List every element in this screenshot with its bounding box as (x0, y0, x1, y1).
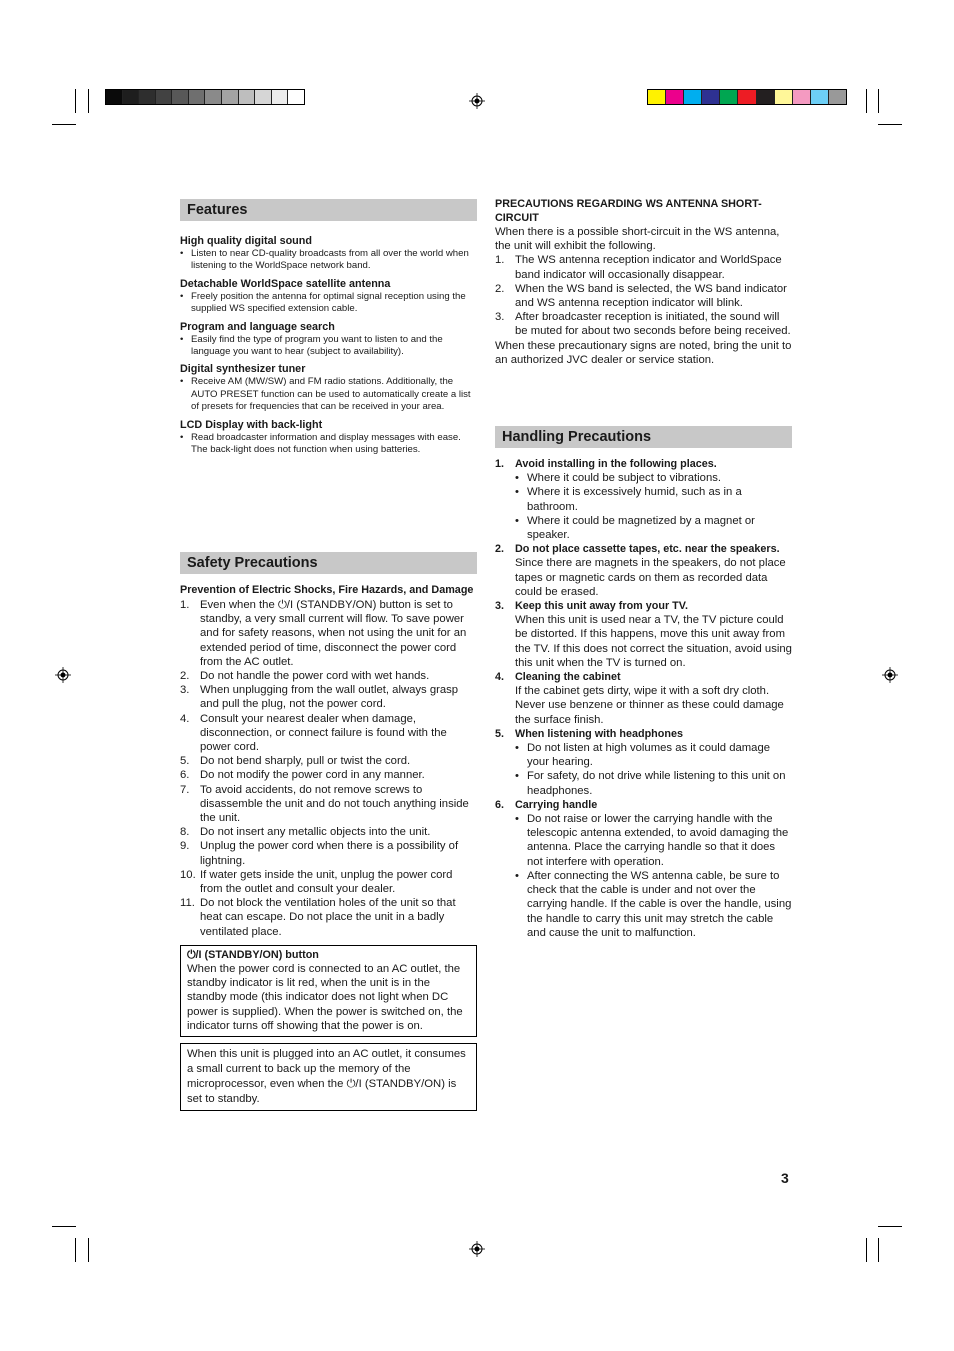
ws-antenna-heading: PRECAUTIONS REGARDING WS ANTENNA SHORT-CIRCUIT (495, 198, 762, 224)
handling-section (495, 426, 792, 940)
ws-antenna-item: 1. The WS antenna reception indicator and WorldSpace band indicator will occasionally disappear. (495, 254, 782, 281)
color-swatch (829, 90, 846, 104)
safety-section (180, 552, 477, 1111)
feature-item (180, 278, 477, 316)
feature-title: LCD Display with back-light (180, 418, 323, 431)
safety-item: 8. Do not insert any metallic objects into the unit. (180, 826, 431, 839)
safety-item: 6. Do not modify the power cord in any manner. (180, 769, 425, 782)
feature-item (180, 419, 477, 457)
color-swatch (775, 90, 793, 104)
color-swatch (738, 90, 756, 104)
feature-title: Digital synthesizer tuner (180, 363, 306, 376)
feature-bullet: • Read broadcaster information and display messages with ease. The back-light does not function when using batteries. (180, 432, 477, 457)
safety-heading: Safety Precautions (180, 552, 477, 574)
handling-bullet: • Where it could be subject to vibrations. (515, 471, 792, 485)
standby-note-text: When the power cord is connected to an AC outlet, the standby indicator is lit red, when the unit is in the standby mode (this indicator does not light when DC power is supplied). When the power is switched on, the indicator turns off showing that the power is on. (187, 963, 463, 1032)
safety-list (180, 598, 477, 939)
feature-bullet: • Easily find the type of program you want to listen to and the language you want to hear (subject to availability). (180, 334, 477, 359)
ws-antenna-item: 3. After broadcaster reception is initiated, the sound will be muted for about two seconds before being received. (495, 311, 791, 338)
safety-item: 2. Do not handle the power cord with wet hands. (180, 670, 430, 683)
feature-bullet: • Receive AM (MW/SW) and FM radio stations. Additionally, the AUTO PRESET function can be used to automatically create a list of presets for frequencies that can be received in your area. (180, 376, 477, 413)
handling-heading: Handling Precautions (495, 426, 792, 448)
color-swatch (684, 90, 702, 104)
features-heading: Features (180, 199, 477, 221)
handling-item: 1. Avoid installing in the following places. • Where it could be subject to vibrations. • Where it is excessively humid, such as in a bathroom. • Where it could be magnetized by a magnet or speaker. (495, 457, 792, 542)
color-swatch (106, 90, 123, 104)
handling-item: 5. When listening with headphones • Do not listen at high volumes as it could damage your hearing. • For safety, do not drive while listening to this unit on headphones. (495, 727, 792, 798)
standby-button-note (180, 945, 477, 1037)
feature-item (180, 363, 477, 413)
color-swatch (123, 90, 140, 104)
safety-subheading: Prevention of Electric Shocks, Fire Hazards, and Damage (180, 584, 474, 596)
handling-bullet: • After connecting the WS antenna cable, be sure to check that the cable is under and not over the carrying handle. If the cable is over the handle, using the handle to carry this unit may stretch the cable and cause the unit to malfunction. (515, 869, 792, 940)
ws-antenna-item: 2. When the WS band is selected, the WS band indicator and WS antenna reception indicator will blink. (495, 282, 787, 310)
feature-item (180, 235, 477, 273)
color-swatch (720, 90, 738, 104)
standby-note-title: ⏻/I (STANDBY/ON) button (187, 948, 319, 961)
cmyk-color-bar (647, 89, 847, 105)
safety-item: 5. Do not bend sharply, pull or twist the cord. (180, 755, 411, 768)
color-swatch (156, 90, 173, 104)
grayscale-color-bar (105, 89, 305, 105)
safety-item: 9. Unplug the power cord when there is a possibility of lightning. (180, 840, 459, 867)
handling-item: 4. Cleaning the cabinet If the cabinet gets dirty, wipe it with a soft dry cloth. Never use benzene or thinner as these could damage the surface finish. (495, 671, 784, 726)
color-swatch (666, 90, 684, 104)
color-swatch (272, 90, 289, 104)
color-swatch (255, 90, 272, 104)
safety-item: 7. To avoid accidents, do not remove screws to disassemble the unit and do not touch anything inside the unit. (180, 783, 469, 825)
color-swatch (239, 90, 256, 104)
feature-bullet: • Freely position the antenna for optimal signal reception using the supplied WS specified extension cable. (180, 291, 477, 316)
registration-crosshair-icon (469, 93, 485, 109)
feature-item (180, 321, 477, 359)
color-swatch (172, 90, 189, 104)
standby-current-note (180, 1043, 477, 1111)
standby-current-text: When this unit is plugged into an AC outlet, it consumes a small current to back up the memory of the microprocessor, even when the ⏻/I (STANDBY/ON) is set to standby. (187, 1048, 466, 1106)
color-swatch (139, 90, 156, 104)
handling-bullet: • Do not listen at high volumes as it could damage your hearing. (515, 741, 792, 769)
color-swatch (288, 90, 304, 104)
handling-bullet: • Where it is excessively humid, such as in a bathroom. (515, 485, 792, 513)
color-swatch (189, 90, 206, 104)
handling-bullet: • Where it could be magnetized by a magnet or speaker. (515, 514, 792, 542)
ws-antenna-intro: When there is a possible short-circuit in the WS antenna, the unit will exhibit the following. (495, 226, 780, 253)
registration-crosshair-icon (882, 667, 898, 683)
feature-title: High quality digital sound (180, 235, 312, 247)
feature-title: Program and language search (180, 320, 335, 333)
registration-crosshair-icon (469, 1241, 485, 1257)
page-number: 3 (781, 1170, 789, 1186)
color-swatch (793, 90, 811, 104)
color-swatch (205, 90, 222, 104)
handling-bullet: • For safety, do not drive while listening to this unit on headphones. (515, 769, 792, 797)
safety-item: 11. Do not block the ventilation holes of the unit so that heat can escape. Do not place the unit in a badly ventilated place. (180, 897, 456, 938)
ws-antenna-list (495, 253, 792, 338)
feature-bullet: • Listen to near CD-quality broadcasts from all over the world when listening to the WorldSpace network band. (180, 248, 477, 273)
safety-item: 1. Even when the ⏻/I (STANDBY/ON) button is set to standby, a very small current will flow. To save power and for safety reasons, when not using the unit for an extended period of time, disconnect the power cord from the AC outlet. (180, 599, 467, 668)
handling-bullet: • Do not raise or lower the carrying handle with the telescopic antenna extended, to avoid damaging the antenna. Place the carrying handle so that it does not interfere with operation. (515, 812, 792, 869)
ws-antenna-outro: When these precautionary signs are noted, bring the unit to an authorized JVC dealer or service station. (495, 339, 792, 366)
features-section (180, 199, 477, 456)
color-swatch (811, 90, 829, 104)
color-swatch (702, 90, 720, 104)
handling-item: 6. Carrying handle • Do not raise or lower the carrying handle with the telescopic antenna extended, to avoid damaging the antenna. Place the carrying handle so that it does not interfere with operation. • After connecting the WS antenna cable, be sure to check that the cable is under and not over the carrying handle. If the cable is over the handle, using the handle to carry this unit may stretch the cable and cause the unit to malfunction. (495, 798, 792, 940)
safety-item: 4. Consult your nearest dealer when damage, disconnection, or connect failure is found with the power cord. (180, 712, 447, 754)
color-swatch (757, 90, 775, 104)
safety-item: 3. When unplugging from the wall outlet, always grasp and pull the plug, not the power cord. (180, 684, 459, 711)
color-swatch (648, 90, 666, 104)
registration-crosshair-icon (55, 667, 71, 683)
feature-title: Detachable WorldSpace satellite antenna (180, 277, 391, 290)
handling-item: 2. Do not place cassette tapes, etc. near the speakers. Since there are magnets in the speakers, do not place tapes or magnetic cards on them as recorded data could be erased. (495, 543, 786, 598)
handling-item: 3. Keep this unit away from your TV. When this unit is used near a TV, the TV picture could be distorted. If this happens, move this unit away from the TV. If this does not correct the situation, avoid using this unit when the TV is turned on. (495, 600, 792, 669)
ws-antenna-section (495, 197, 792, 367)
color-swatch (222, 90, 239, 104)
safety-item: 10. If water gets inside the unit, unplug the power cord from the outlet and consult your dealer. (180, 868, 453, 896)
